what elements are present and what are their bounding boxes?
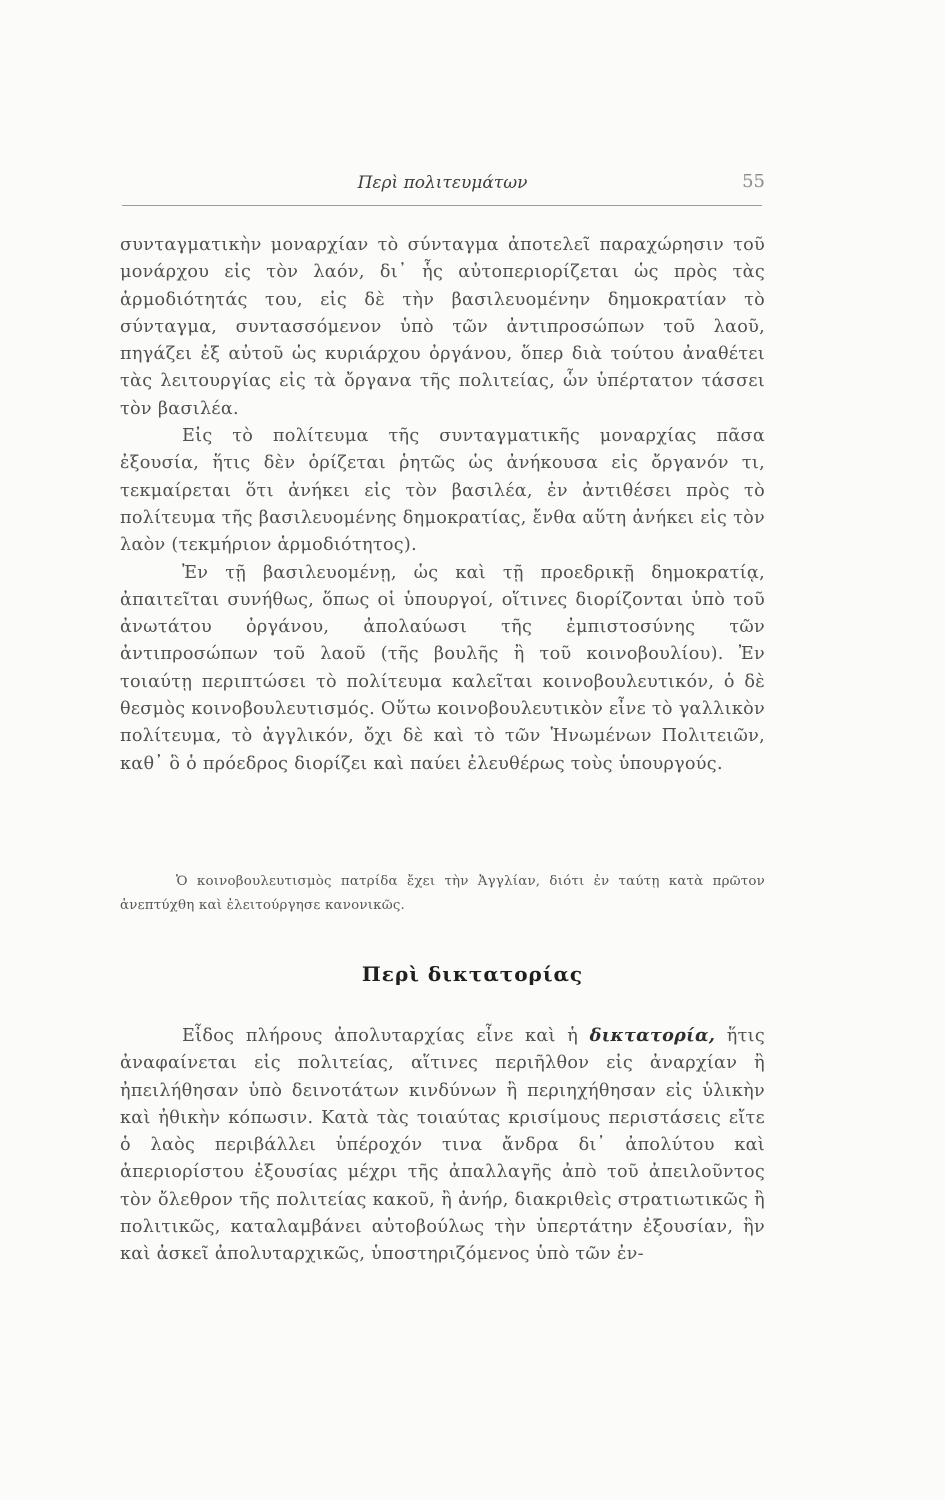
dictatorship-text-rest: ἥτις ἀναφαίνεται εἰς πολιτείας, αἵτινες περιῆλθον εἰς ἀναρχίαν ἢ ἠπειλήθησαν ὑπὸ δεινοτάτων κινδύνων ἢ περιηχήθησαν εἰς ὑλικὴν καὶ ἠθικὴν κόπωσιν. Κατὰ τὰς τοιαύτας κρισίμους περιστάσεις εἴτε ὁ λαὸς περιβάλλει ὑπέροχόν τινα ἄνδρα δι᾿ ἀπολύτου καὶ ἀπεριορίστου ἐξουσίας μέχρι τῆς ἀπαλλαγῆς ἀπὸ τοῦ ἀπειλοῦντος τὸν ὄλεθρον τῆς πολιτείας κακοῦ, ἢ ἀνήρ, διακριθεὶς στρατιωτικῶς ἢ πολιτικῶς, καταλαμβάνει αὐτοβούλως τὴν ὑπερτάτην ἐξουσίαν, ἣν καὶ ἀσκεῖ ἀπολυταρχικῶς, ὑποστηριζόμενος ὑπὸ τῶν ἐν-	[120, 1026, 766, 1265]
running-header	[120, 173, 765, 201]
dictatorship-term: δικτατορία,	[589, 1025, 716, 1046]
footnote: Ὁ κοινοβουλευτισμὸς πατρίδα ἔχει τὴν Ἀγγλίαν, διότι ἐν ταύτῃ κατὰ πρῶτον ἀνεπτύχθη καὶ ἐλειτούργησε κανονικῶς.	[120, 874, 765, 913]
running-title: Περὶ πολιτευμάτων	[357, 173, 528, 193]
header-rule	[122, 205, 762, 206]
dictatorship-text	[120, 1022, 765, 1269]
main-text	[120, 232, 765, 778]
section-heading: Περὶ δικτατορίας	[361, 962, 584, 986]
page-number: 55	[742, 171, 765, 192]
paragraph-presumption: Εἰς τὸ πολίτευμα τῆς συνταγματικῆς μοναρχίας πᾶσα ἐξουσία, ἥτις δὲν ὁρίζεται ῥητῶς ὡς ἀνήκουσα εἰς ὄργανόν τι, τεκμαίρεται ὅτι ἀνήκει εἰς τὸν βασιλέα, ἐν ἀντιθέσει πρὸς τὸ πολίτευμα τῆς βασιλευομένης δημοκρατίας, ἔνθα αὕτη ἀνήκει εἰς τὸν λαὸν (τεκμήριον ἁρμοδιότητος).	[120, 426, 765, 556]
paragraph-dictatorship	[120, 1022, 765, 1269]
paragraph-continuation: συνταγματικὴν μοναρχίαν τὸ σύνταγμα ἀποτελεῖ παραχώρησιν τοῦ μονάρχου εἰς τὸν λαόν, δι᾿ ἧς αὐτοπεριορίζεται ὡς πρὸς τὰς ἁρμοδιότητάς του, εἰς δὲ τὴν βασιλευομένην δημοκρατίαν τὸ σύνταγμα, συντασσόμενον ὑπὸ τῶν ἀντιπροσώπων τοῦ λαοῦ, πηγάζει ἐξ αὐτοῦ ὡς κυριάρχου ὀργάνου, ὅπερ διὰ τούτου ἀναθέτει τὰς λειτουργίας εἰς τὰ ὄργανα τῆς πολιτείας, ὧν ὑπέρτατον τάσσει τὸν βασιλέα.	[120, 235, 765, 419]
dictatorship-text-start: Εἶδος πλήρους ἀπολυταρχίας εἶνε καὶ ἡ	[182, 1026, 590, 1046]
paragraph-parliamentarism: Ἐν τῇ βασιλευομένῃ, ὡς καὶ τῇ προεδρικῇ δημοκρατίᾳ, ἀπαιτεῖται συνήθως, ὅπως οἱ ὑπουργοί, οἵτινες διορίζονται ὑπὸ τοῦ ἀνωτάτου ὀργάνου, ἀπολαύωσι τῆς ἐμπιστοσύνης τῶν ἀντιπροσώπων τοῦ λαοῦ (τῆς βουλῆς ἢ τοῦ κοινοβουλίου). Ἐν τοιαύτῃ περιπτώσει τὸ πολίτευμα καλεῖται κοινοβουλευτικόν, ὁ δὲ θεσμὸς κοινοβουλευτισμός. Οὕτω κοινοβουλευτικὸν εἶνε τὸ γαλλικὸν πολίτευμα, τὸ ἀγγλικόν, ὄχι δὲ καὶ τὸ τῶν Ἡνωμένων Πολιτειῶν, καθ᾿ ὃ ὁ πρόεδρος διορίζει καὶ παύει ἐλευθέρως τοὺς ὑπουργούς.	[120, 562, 765, 774]
